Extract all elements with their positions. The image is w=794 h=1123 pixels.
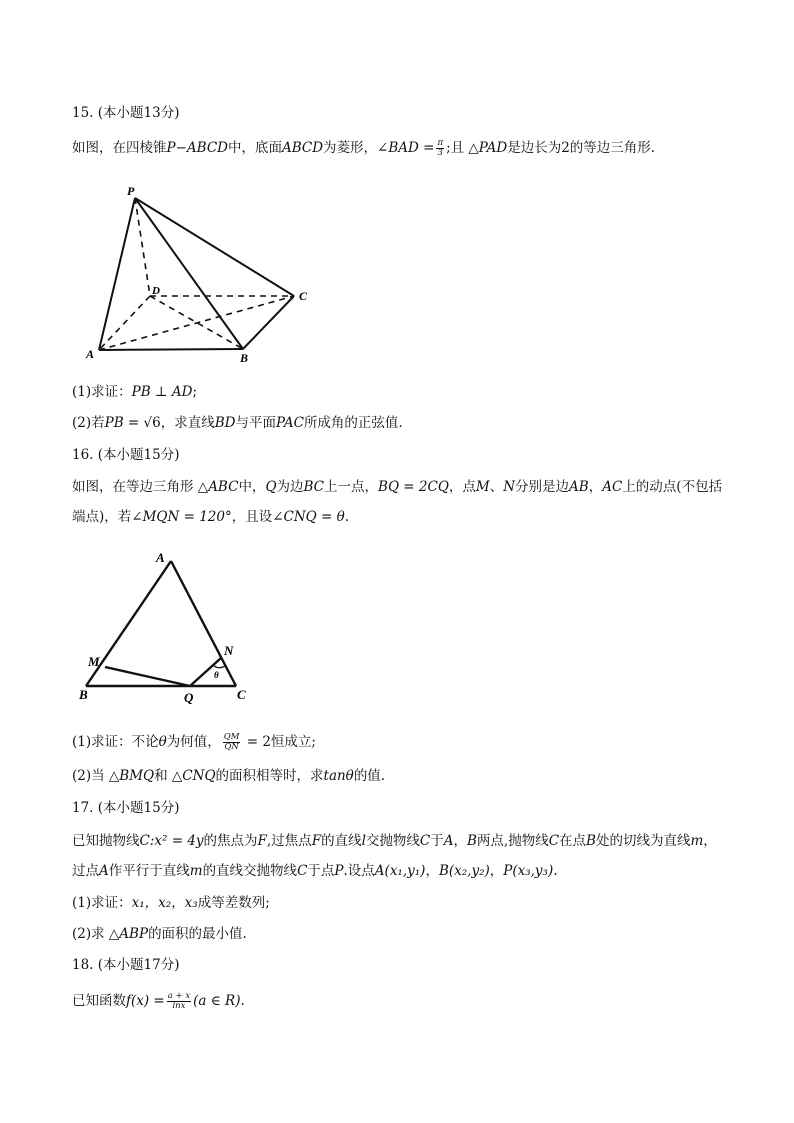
q18-title: 18. (本小题17分) bbox=[72, 957, 180, 973]
q15-pyramid-figure bbox=[80, 180, 320, 370]
edge-BC bbox=[243, 296, 294, 349]
side-AC bbox=[171, 561, 236, 686]
edge-DA-hidden bbox=[99, 296, 150, 350]
q16-stem-line1: 如图，在等边三角形 △ABC中，Q为边BC上一点，BQ = 2CQ，点M、N分别是边AB，AC上的动点(不包括 bbox=[72, 479, 723, 495]
label-B: B bbox=[79, 687, 88, 702]
label-B: B bbox=[240, 351, 249, 365]
q16-triangle-figure bbox=[76, 548, 266, 710]
q15-stem: 如图，在四棱锥P−ABCD中，底面ABCD为菱形，∠BAD = $\frac{\pi}{3}$ ;且 △PAD是边长为2的等边三角形. bbox=[72, 138, 656, 158]
q16-part1: (1)求证：不论θ为何值， $\frac{QM}{QN}$ = 2恒成立; bbox=[72, 732, 316, 752]
q17-stem-line2: 过点A作平行于直线m的直线交抛物线C于点P.设点A(x₁,y₁)，B(x₂,y₂)，P(x₃,y₃). bbox=[72, 863, 558, 879]
label-A: A bbox=[156, 550, 165, 565]
edge-PA bbox=[99, 198, 135, 350]
edge-AB bbox=[99, 349, 243, 350]
label-C: C bbox=[299, 289, 308, 303]
label-Q: Q bbox=[184, 690, 194, 705]
q16-title: 16. (本小题15分) bbox=[72, 447, 180, 463]
q15-pi-over-3: $\frac{\pi}{3}$ bbox=[437, 138, 444, 158]
q16-qm-over-qn: $\frac{QM}{QN}$ bbox=[223, 732, 240, 752]
edge-PB bbox=[135, 198, 243, 349]
q15-part2: (2)若PB = √6，求直线BD与平面PAC所成角的正弦值. bbox=[72, 415, 403, 431]
edge-PC bbox=[135, 198, 294, 296]
label-M: M bbox=[88, 654, 100, 669]
label-N: N bbox=[224, 643, 234, 658]
q17-part2: (2)求 △ABP的面积的最小值. bbox=[72, 926, 247, 942]
q18-fraction: $\frac{a + x}{\ln x}$ bbox=[167, 991, 191, 1011]
angle-theta-arc bbox=[213, 665, 225, 668]
q17-part1: (1)求证：x₁，x₂，x₃成等差数列; bbox=[72, 895, 270, 911]
segment-MQ bbox=[105, 667, 190, 686]
edge-PD-hidden bbox=[135, 198, 150, 296]
label-theta: θ bbox=[214, 670, 219, 680]
label-P: P bbox=[127, 184, 135, 198]
q18-stem: 已知函数f(x) = $\frac{a + x}{\ln x}$ (a ∈ R). bbox=[72, 991, 245, 1011]
q15-part1: (1)求证：PB ⊥ AD; bbox=[72, 384, 198, 400]
q17-title: 17. (本小题15分) bbox=[72, 800, 180, 816]
q15-title: 15. (本小题13分) bbox=[72, 105, 180, 121]
q17-stem-line1: 已知抛物线C:x² = 4y的焦点为F,过焦点F的直线l交抛物线C于A，B两点,抛物线C在点B处的切线为直线m， bbox=[72, 833, 717, 849]
diag-AC-hidden bbox=[99, 296, 294, 350]
q16-part2: (2)当 △BMQ和 △CNQ的面积相等时，求tanθ的值. bbox=[72, 768, 386, 784]
label-D: D bbox=[152, 285, 160, 297]
label-A: A bbox=[86, 347, 95, 361]
q16-stem-line2: 端点)，若∠MQN = 120°，且设∠CNQ = θ. bbox=[72, 509, 350, 525]
label-C: C bbox=[237, 687, 246, 702]
